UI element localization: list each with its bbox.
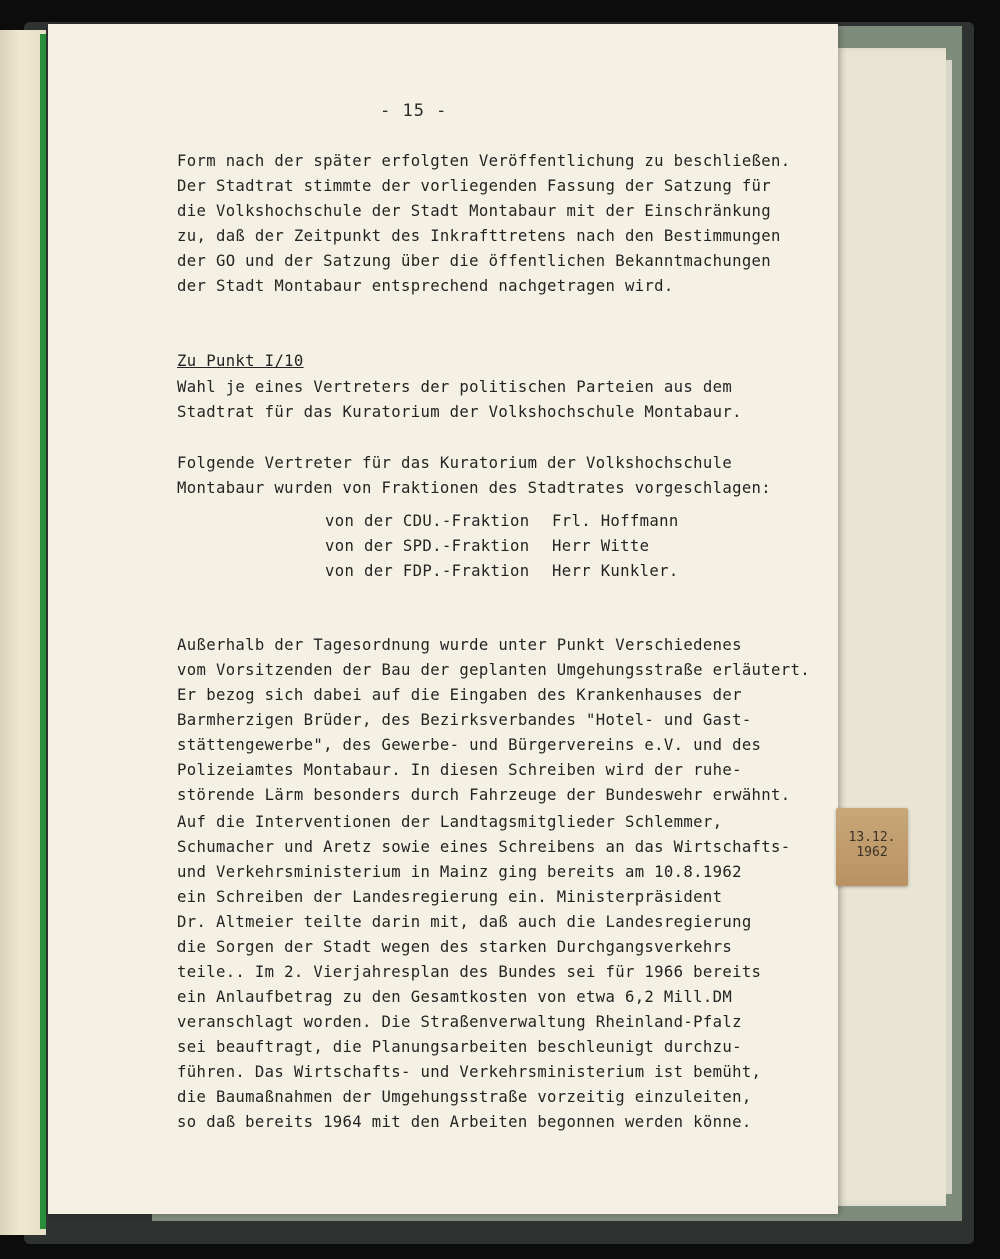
text-line: stättengewerbe", des Gewerbe- und Bürgervereins e.V. und des — [177, 736, 762, 754]
rep-name: Herr Witte — [552, 537, 650, 555]
text-line: führen. Das Wirtschafts- und Verkehrsministerium ist bemüht, — [177, 1063, 762, 1081]
text-line: Er bezog sich dabei auf die Eingaben des Krankenhauses der — [177, 686, 742, 704]
text-line: Wahl je eines Vertreters der politischen Parteien aus dem — [177, 378, 733, 396]
text-line: Dr. Altmeier teilte darin mit, daß auch die Landesregierung — [177, 913, 752, 931]
text-line: und Verkehrsministerium in Mainz ging bereits am 10.8.1962 — [177, 863, 742, 881]
text-line: Form nach der später erfolgten Veröffentlichung zu beschließen. — [177, 152, 791, 170]
date-tab-year: 1962 — [856, 845, 888, 860]
text-line: Barmherzigen Brüder, des Bezirksverbandes "Hotel- und Gast- — [177, 711, 752, 729]
text-line: Auf die Interventionen der Landtagsmitglieder Schlemmer, — [177, 813, 723, 831]
page-number: - 15 - — [380, 101, 448, 121]
date-tab — [836, 808, 908, 886]
text-line: so daß bereits 1964 mit den Arbeiten begonnen werden könne. — [177, 1113, 752, 1131]
text-line: Folgende Vertreter für das Kuratorium der Volkshochschule — [177, 454, 733, 472]
rep-faction: von der FDP.-Fraktion — [325, 562, 530, 580]
text-line: Schumacher und Aretz sowie eines Schreibens an das Wirtschafts- — [177, 838, 791, 856]
date-tab-day: 13.12. — [848, 830, 896, 845]
text-line: Polizeiamtes Montabaur. In diesen Schreiben wird der ruhe- — [177, 761, 742, 779]
green-ribbon — [40, 34, 46, 1229]
text-line: Montabaur wurden von Fraktionen des Stadtrates vorgeschlagen: — [177, 479, 772, 497]
text-line: der GO und der Satzung über die öffentlichen Bekanntmachungen — [177, 252, 772, 270]
text-line: die Sorgen der Stadt wegen des starken Durchgangsverkehrs — [177, 938, 733, 956]
rep-faction: von der SPD.-Fraktion — [325, 537, 530, 555]
text-line: der Stadt Montabaur entsprechend nachgetragen wird. — [177, 277, 674, 295]
section-heading: Zu Punkt I/10 — [177, 352, 304, 370]
rep-name: Herr Kunkler. — [552, 562, 679, 580]
text-line: zu, daß der Zeitpunkt des Inkrafttretens nach den Bestimmungen — [177, 227, 781, 245]
text-line: sei beauftragt, die Planungsarbeiten beschleunigt durchzu- — [177, 1038, 742, 1056]
text-line: veranschlagt worden. Die Straßenverwaltung Rheinland-Pfalz — [177, 1013, 742, 1031]
rep-faction: von der CDU.-Fraktion — [325, 512, 530, 530]
text-line: ein Anlaufbetrag zu den Gesamtkosten von etwa 6,2 Mill.DM — [177, 988, 733, 1006]
text-line: Außerhalb der Tagesordnung wurde unter Punkt Verschiedenes — [177, 636, 742, 654]
text-line: die Volkshochschule der Stadt Montabaur mit der Einschränkung — [177, 202, 772, 220]
text-line: vom Vorsitzenden der Bau der geplanten Umgehungsstraße erläutert. — [177, 661, 810, 679]
next-page-edge — [834, 48, 946, 1206]
text-line: störende Lärm besonders durch Fahrzeuge der Bundeswehr erwähnt. — [177, 786, 791, 804]
text-line: die Baumaßnahmen der Umgehungsstraße vorzeitig einzuleiten, — [177, 1088, 752, 1106]
text-line: Der Stadtrat stimmte der vorliegenden Fassung der Satzung für — [177, 177, 772, 195]
text-line: Stadtrat für das Kuratorium der Volkshochschule Montabaur. — [177, 403, 742, 421]
text-line: teile.. Im 2. Vierjahresplan des Bundes sei für 1966 bereits — [177, 963, 762, 981]
text-line: ein Schreiben der Landesregierung ein. Ministerpräsident — [177, 888, 723, 906]
rep-name: Frl. Hoffmann — [552, 512, 679, 530]
